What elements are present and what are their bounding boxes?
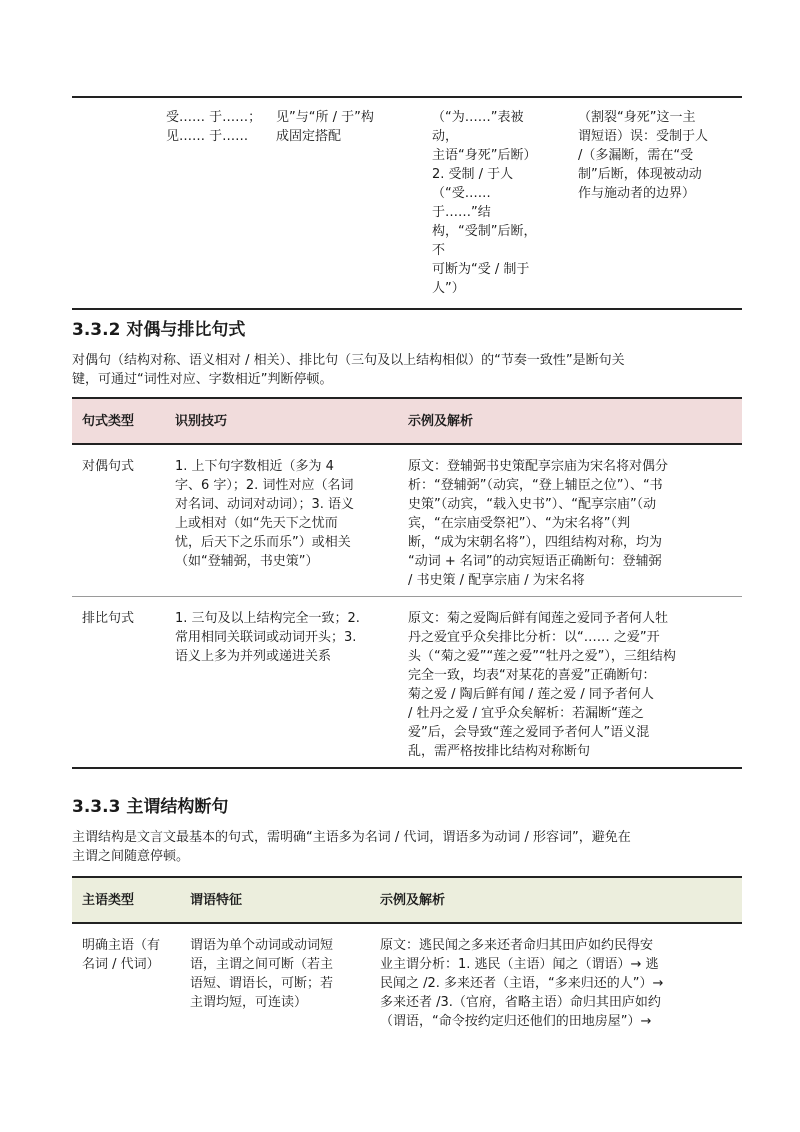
- column-header: 识别技巧: [165, 398, 398, 444]
- column-header: 句式类型: [72, 398, 165, 444]
- example-cell: 原文：逃民闻之多来还者命归其田庐如约民得安 业主谓分析：1. 逃民（主语）闻之（谓语）→ 逃 民闻之 /2. 多来还者（主语，“多来归还的人”）→ 多来还者 /3.（官府，省略主语）命归其田庐如约 （谓语，“命令按约定归还他们的田地房屋”）→: [380, 938, 664, 1029]
- section-intro: 主谓结构是文言文最基本的句式，需明确“主语多为名词 / 代词，谓语多为动词 / 形容词”，避免在 主谓之间随意停顿。: [72, 830, 631, 864]
- table-cell: （割裂“身死”这一主 谓短语）误：受制于人 /（多漏断，需在“受 制”后断，体现被动动 作与施动者的边界）: [578, 110, 709, 201]
- table-row: [72, 923, 742, 1031]
- section-intro: 对偶句（结构对称、语义相对 / 相关）、排比句（三句及以上结构相似）的“节奏一致性”是断句关 键，可通过“词性对应、字数相近”判断停顿。: [72, 353, 625, 387]
- section-heading-3-3-2: 3.3.2 对偶与排比句式: [72, 320, 246, 340]
- column-header: 示例及解析: [370, 877, 742, 923]
- sentence-type-cell: 对偶句式: [82, 459, 135, 474]
- subject-type-cell: 明确主语（有 名词 / 代词）: [82, 938, 161, 972]
- table-cell-empty: [72, 97, 166, 309]
- predicate-feature-cell: 谓语为单个动词或动词短 语，主谓之间可断（若主 语短、谓语长，可断；若 主谓均短，可连读）: [190, 938, 334, 1010]
- example-cell: 原文：菊之爱陶后鲜有闻莲之爱同予者何人牡 丹之爱宜乎众矣排比分析：以“…… 之爱”开 头（“菊之爱”“莲之爱”“牡丹之爱”），三组结构 完全一致，均表“对某花的喜爱”正确断句： 菊之爱 / 陶后鲜有闻 / 莲之爱 / 同予者何人 / 牡丹之爱 / 宜乎众矣解析：若漏断“莲之 爱”后，会导致“莲之爱同予者何人”语义混 乱，需严格按排比结构对称断句: [408, 611, 676, 759]
- section-heading-3-3-3: 3.3.3 主谓结构断句: [72, 797, 229, 817]
- table-row: [72, 444, 742, 597]
- table-header-row: [72, 398, 742, 444]
- table-cell: 受…… 于……； 见…… 于……: [166, 110, 262, 144]
- example-cell: 原文：登辅弼书史策配享宗庙为宋名将对偶分 析：“登辅弼”（动宾，“登上辅臣之位”）、“书 史策”（动宾，“载入史书”）、“配享宗庙”（动 宾，“在宗庙受祭祀”）、“为宋名将”（判 断，“成为宋朝名将”），四组结构对称，均为 “动词 + 名词”的动宾短语正确断句：登辅弼 / 书史策 / 配享宗庙 / 为宋名将: [408, 459, 669, 588]
- table-header-row: [72, 877, 742, 923]
- table-cell: （“为……”表被动， 主语“身死”后断） 2. 受制 / 于人 （“受…… 于……”结 构，“受制”后断，不 可断为“受 / 制于 人”）: [432, 110, 537, 296]
- parallelism-table: [72, 397, 742, 769]
- column-header: 谓语特征: [180, 877, 370, 923]
- subject-predicate-table: [72, 876, 742, 1031]
- tips-cell: 1. 三句及以上结构完全一致；2. 常用相同关联词或动词开头；3. 语义上多为并列或递进关系: [175, 611, 360, 664]
- tips-cell: 1. 上下句字数相近（多为 4 字、6 字）；2. 词性对应（名词 对名词、动词对动词）；3. 语义 上或相对（如“先天下之忧而 忧，后天下之乐而乐”）或相关 （如“登辅弼，书史策”）: [175, 459, 355, 569]
- column-header: 示例及解析: [398, 398, 742, 444]
- sentence-type-cell: 排比句式: [82, 611, 135, 626]
- continued-table: [72, 96, 742, 310]
- table-row: [72, 597, 742, 769]
- column-header: 主语类型: [72, 877, 180, 923]
- table-cell: 见”与“所 / 于”构 成固定搭配: [276, 110, 374, 144]
- table-row: [72, 97, 742, 309]
